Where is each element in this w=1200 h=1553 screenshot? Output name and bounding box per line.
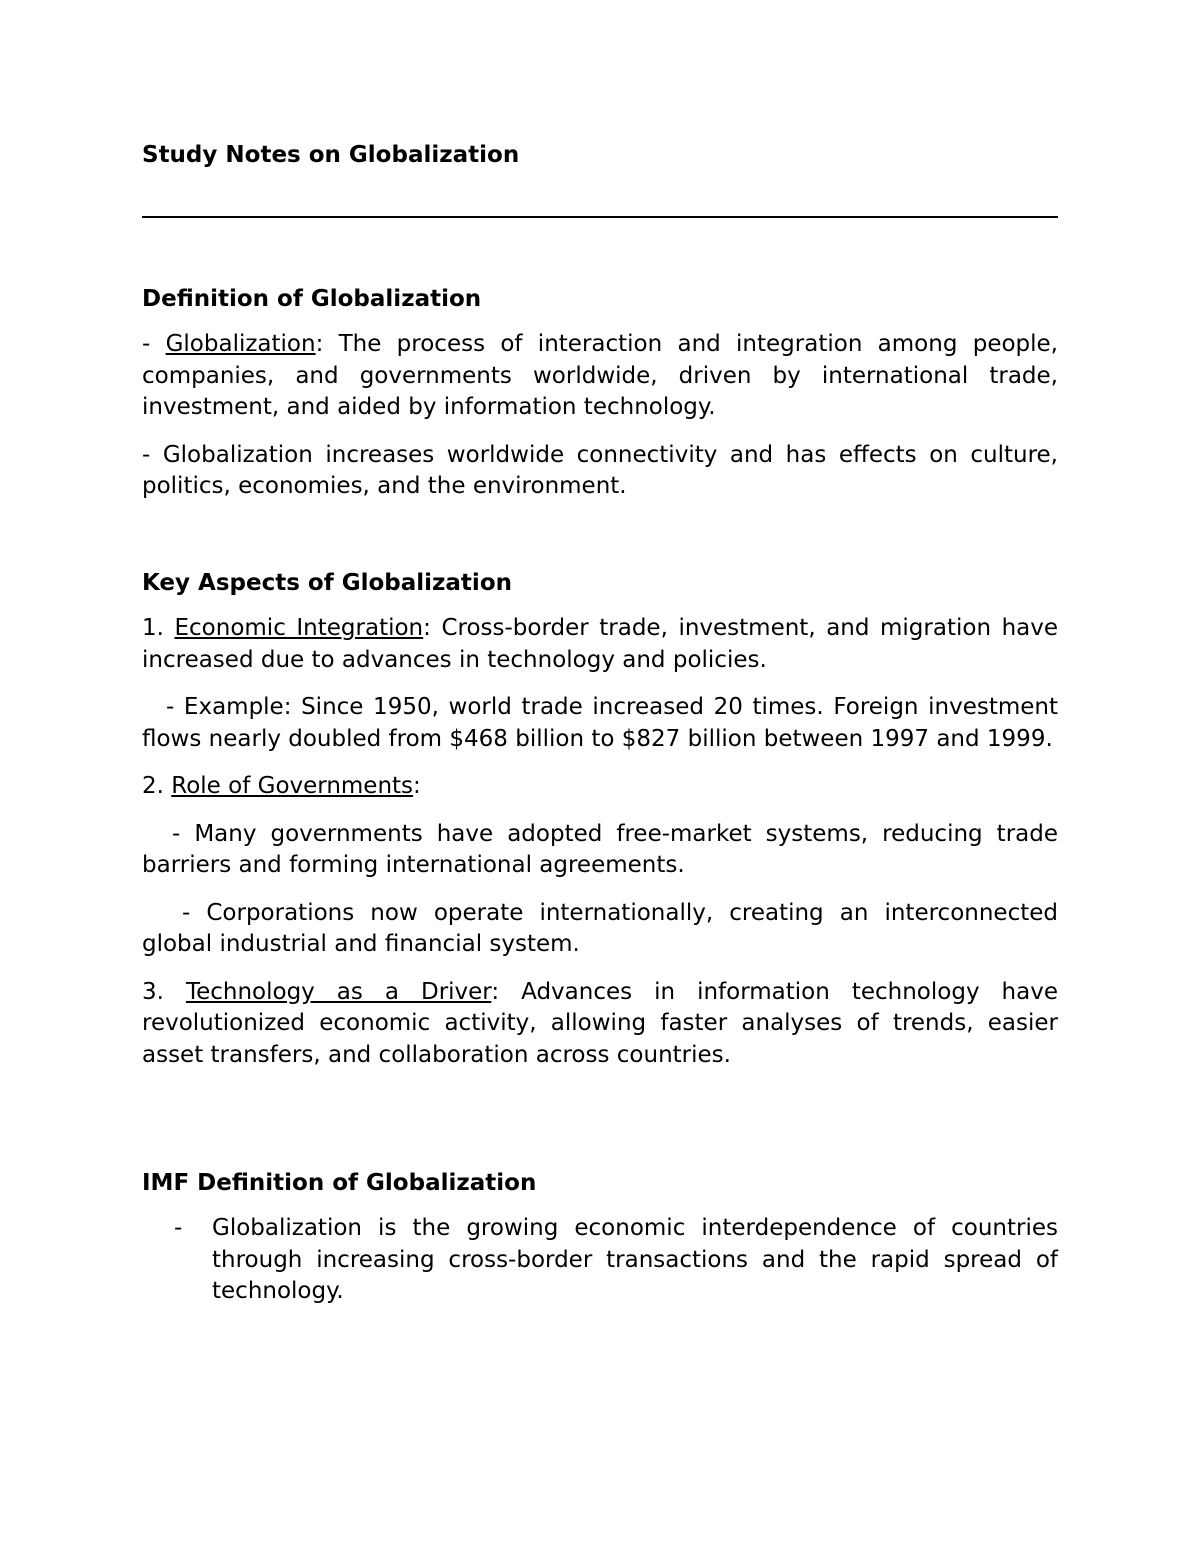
governments-subpoint: - Many governments have adopted free-market systems, reducing trade barriers and forming international agreements.: [142, 820, 1058, 878]
item-text: :: [413, 773, 421, 799]
section-heading: Definition of Globalization: [142, 286, 482, 312]
document-title: Study Notes on Globalization: [142, 142, 520, 168]
bullet-text: Globalization is the growing economic interdependence of countries through increasing cross-border transactions and the rapid spread of technology.: [212, 1215, 1058, 1304]
item-number: 3.: [142, 978, 186, 1005]
term-technology-as-a-driver: Technology as a Driver: [185, 978, 492, 1005]
item-number: 2.: [142, 773, 172, 799]
section-heading: Key Aspects of Globalization: [142, 570, 512, 596]
aspect-economic-integration: [142, 613, 1058, 676]
item-text: : Cross-border trade, investment, and migration have increased due to advances in technology and policies.: [142, 615, 1059, 673]
imf-bullet-list: [142, 1213, 1058, 1308]
definition-paragraph: [142, 329, 1058, 424]
term-economic-integration: Economic Integration: [174, 615, 424, 641]
aspect-technology-driver: [142, 977, 1058, 1072]
item-number: 1.: [142, 615, 175, 641]
section-key-aspects: [142, 569, 1058, 1087]
economic-integration-example: - Example: Since 1950, world trade increased 20 times. Foreign investment flows nearly doubled from $468 billion to $827 billion between 1997 and 1999.: [142, 694, 1058, 752]
item-text: : Advances in information technology have revolutionized economic activity, allowing faster analyses of trends, easier asset transfers, and collaboration across countries.: [142, 978, 1058, 1068]
section-heading: IMF Definition of Globalization: [142, 1170, 537, 1196]
aspect-role-of-governments: [142, 771, 1058, 803]
term-globalization: Globalization: [165, 331, 316, 357]
section-imf-definition: [142, 1169, 1058, 1308]
bullet-dash: -: [174, 1215, 183, 1241]
connectivity-paragraph: - Globalization increases worldwide connectivity and has effects on culture, politics, economies, and the environment.: [142, 441, 1058, 499]
term-role-of-governments: Role of Governments: [171, 773, 414, 799]
paragraph-text: : The process of interaction and integration among people, companies, and governments worldwide, driven by international trade, investment, and aided by information technology.: [142, 331, 1058, 420]
paragraph-prefix: -: [142, 331, 166, 357]
section-definition: [142, 285, 1058, 519]
corporations-subpoint: - Corporations now operate internationally, creating an interconnected global industrial and financial system.: [142, 899, 1058, 957]
list-item: [142, 1213, 1058, 1308]
horizontal-rule: [142, 216, 1058, 218]
